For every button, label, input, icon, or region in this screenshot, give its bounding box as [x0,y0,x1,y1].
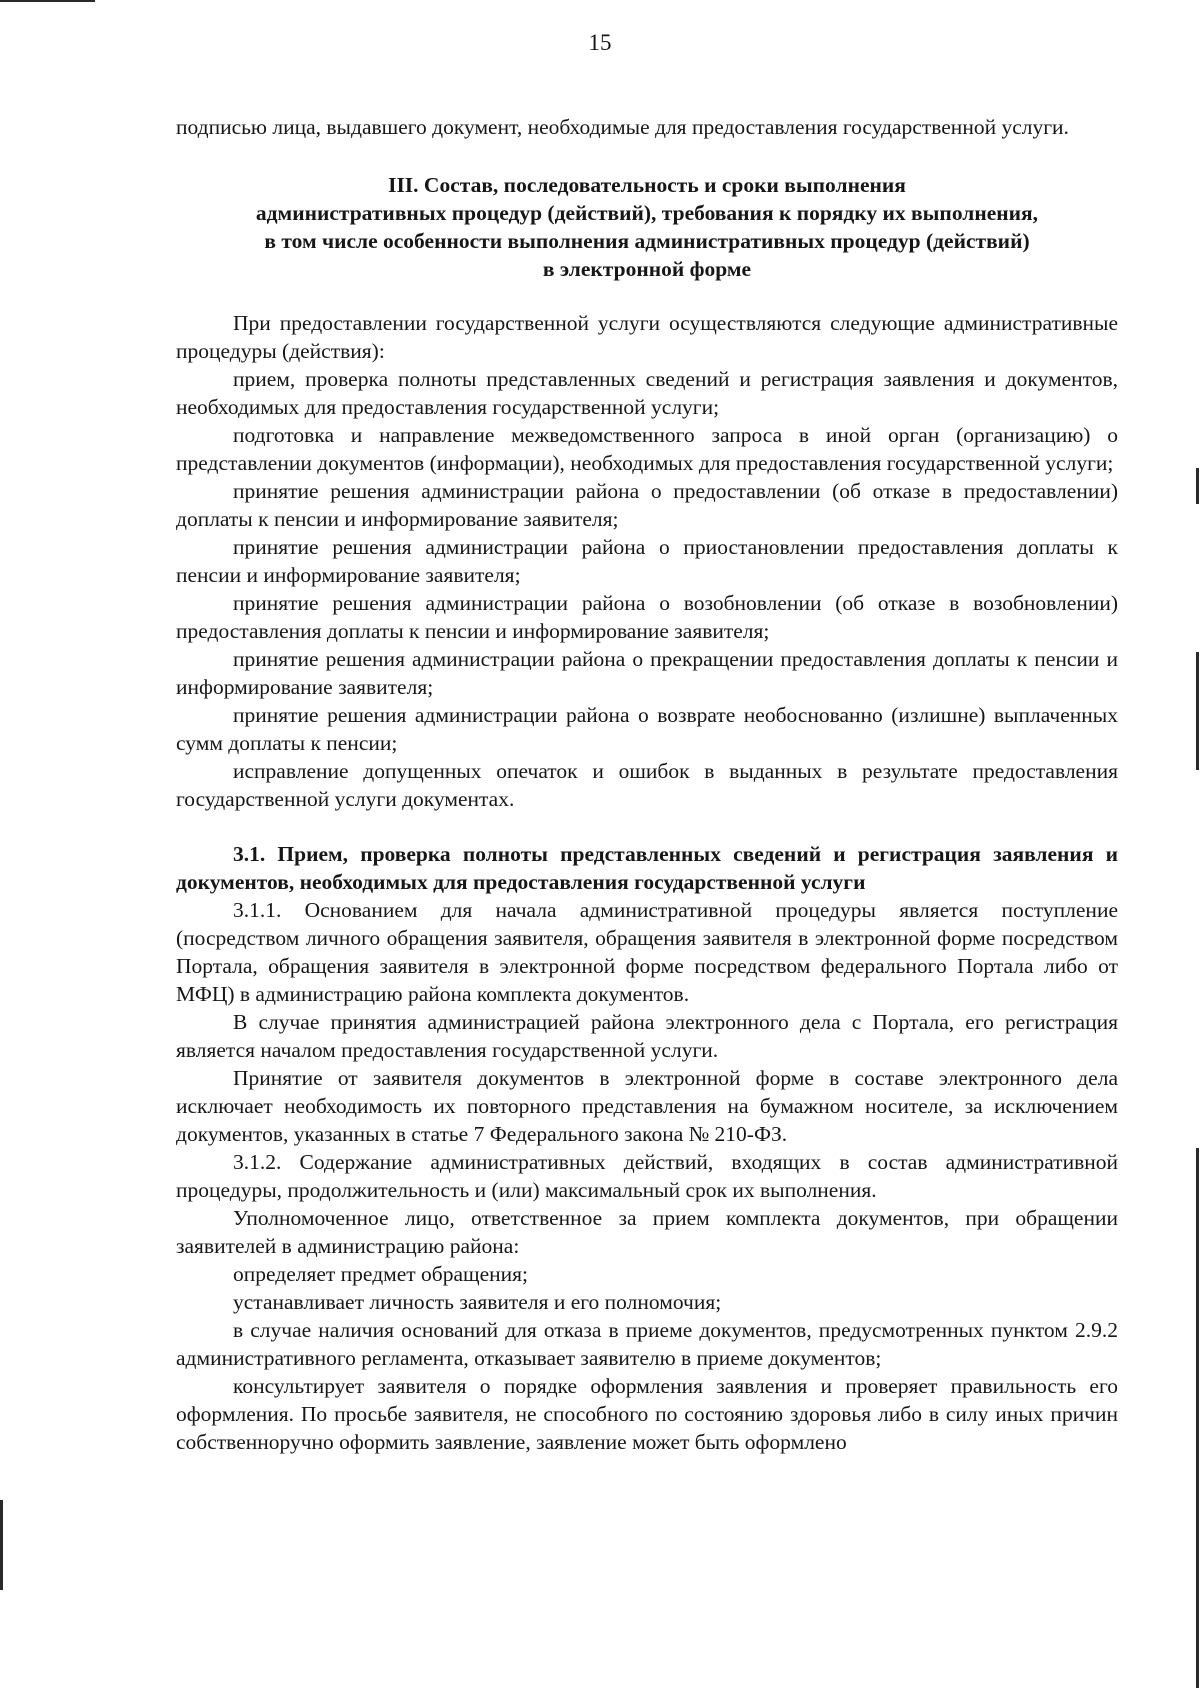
procedure-item: подготовка и направление межведомственного запроса в иной орган (организацию) о представлении документов (информации), необходимых для предоставления государственной услуги; [176,423,1118,475]
section-paragraph: устанавливает личность заявителя и его полномочия; [233,1290,722,1314]
scan-edge-mark [0,0,95,2]
procedure-item: принятие решения администрации района о возврате необоснованно (излишне) выплаченных сумм доплаты к пенсии; [176,703,1118,755]
section-paragraph: определяет предмет обращения; [233,1262,529,1286]
section-paragraph: консультирует заявителя о порядке оформления заявления и проверяет правильность его оформления. По просьбе заявителя, не способного по состоянию здоровья либо в силу иных причин собственноручно оформить заявление, заявление может быть оформлено [176,1374,1118,1454]
chapter-heading-line: административных процедур (действий), требования к порядку их выполнения, [255,201,1039,225]
procedure-item: принятие решения администрации района о прекращении предоставления доплаты к пенсии и информирование заявителя; [176,647,1118,699]
procedure-item: прием, проверка полноты представленных сведений и регистрация заявления и документов, необходимых для предоставления государственной услуги; [176,367,1118,419]
scan-edge-mark [1196,468,1199,504]
procedure-item: принятие решения администрации района о возобновлении (об отказе в возобновлении) предоставления доплаты к пенсии и информирование заявителя; [176,591,1118,643]
section-paragraph: Уполномоченное лицо, ответственное за прием комплекта документов, при обращении заявителей в администрацию района: [176,1206,1118,1258]
procedure-item: исправление допущенных опечаток и ошибок в выданных в результате предоставления государственной услуги документах. [176,759,1118,811]
section-paragraph: 3.1.2. Содержание административных действий, входящих в состав административной процедуры, продолжительность и (или) максимальный срок их выполнения. [176,1150,1118,1202]
scan-edge-mark [1196,652,1199,770]
chapter-heading-line: III. Состав, последовательность и сроки выполнения [388,173,906,197]
chapter-heading-line: в том числе особенности выполнения административных процедур (действий) [264,229,1030,253]
scan-edge-mark [1196,1148,1199,1688]
chapter-heading-line: в электронной форме [542,257,752,281]
section-paragraph: 3.1.1. Основанием для начала административной процедуры является поступление (посредством личного обращения заявителя, обращения заявителя в электронной форме посредством Портала, обращения заявителя в электронной форме посредством федерального Портала либо от МФЦ) в администрацию района комплекта документов. [176,898,1118,1006]
procedure-item: принятие решения администрации района о приостановлении предоставления доплаты к пенсии и информирование заявителя; [176,535,1118,587]
procedure-item: принятие решения администрации района о предоставлении (об отказе в предоставлении) доплаты к пенсии и информирование заявителя; [176,479,1118,531]
document-body [176,113,1118,1456]
chapter-heading [176,171,1118,283]
section-paragraph: в случае наличия оснований для отказа в приеме документов, предусмотренных пунктом 2.9.2 административного регламента, отказывает заявителю в приеме документов; [176,1318,1118,1370]
page-number: 15 [588,30,612,55]
section-heading: 3.1. Прием, проверка полноты представленных сведений и регистрация заявления и документов, необходимых для предоставления государственной услуги [176,842,1118,894]
section-paragraph: В случае принятия администрацией района электронного дела с Портала, его регистрация является началом предоставления государственной услуги. [176,1010,1118,1062]
continuation-text: подписью лица, выдавшего документ, необходимые для предоставления государственной услуги. [176,115,1069,139]
scan-edge-mark [0,1500,3,1590]
intro-paragraph: При предоставлении государственной услуги осуществляются следующие административные процедуры (действия): [176,311,1118,363]
section-paragraph: Принятие от заявителя документов в электронной форме в составе электронного дела исключает необходимость их повторного представления на бумажном носителе, за исключением документов, указанных в статье 7 Федерального закона № 210-ФЗ. [176,1066,1118,1146]
